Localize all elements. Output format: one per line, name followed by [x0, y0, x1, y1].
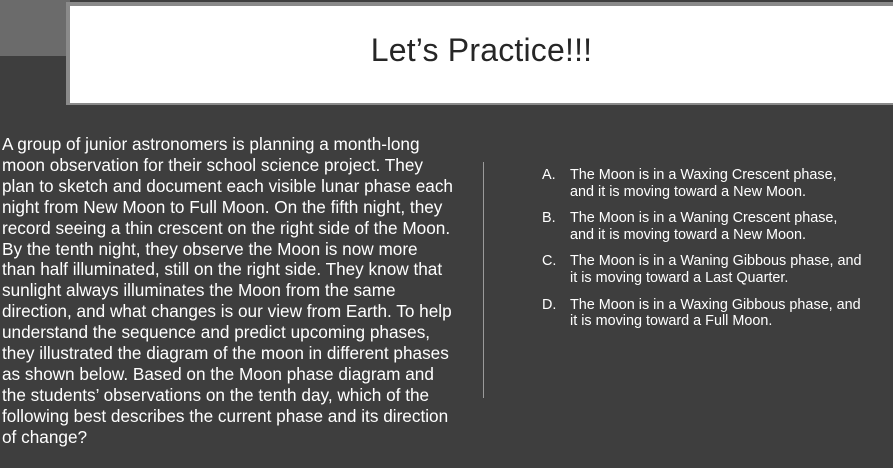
column-divider: [483, 162, 484, 398]
question-text: A group of junior astronomers is planning a month-long moon observation for their school science project. They plan to sketch and document each visible lunar phase each night from New Moon to Full Moon. On the fifth night, they record seeing a thin crescent on the right side of the Moon. By the tenth night, they observe the Moon is now more than half illuminated, still on the right side. They know that sunlight always illuminates the Moon from the same direction, and what changes is our view from Earth. To help understand the sequence and predict upcoming phases, they illustrated the diagram of the moon in different phases as shown below. Based on the Moon phase diagram and the students’ observations on the tenth day, which of the following best describes the current phase and its direction of change?: [2, 134, 453, 447]
option-text: The Moon is in a Waning Crescent phase, and it is moving toward a New Moon.: [570, 210, 838, 243]
title-banner: [66, 2, 893, 105]
option-a[interactable]: [542, 167, 862, 200]
option-letter: A.: [542, 167, 556, 183]
option-c[interactable]: [542, 253, 862, 286]
option-text: The Moon is in a Waning Gibbous phase, and it is moving toward a Last Quarter.: [570, 253, 862, 286]
option-d[interactable]: [542, 297, 862, 330]
answer-options: [542, 167, 862, 340]
option-text: The Moon is in a Waxing Crescent phase, and it is moving toward a New Moon.: [570, 167, 837, 200]
option-text: The Moon is in a Waxing Gibbous phase, and it is moving toward a Full Moon.: [570, 296, 861, 330]
corner-accent: [0, 0, 70, 56]
option-letter: D.: [542, 296, 557, 313]
option-letter: C.: [542, 253, 557, 270]
slide-title: Let’s Practice!!!: [370, 32, 593, 68]
option-letter: B.: [542, 210, 556, 227]
option-b[interactable]: [542, 210, 862, 243]
